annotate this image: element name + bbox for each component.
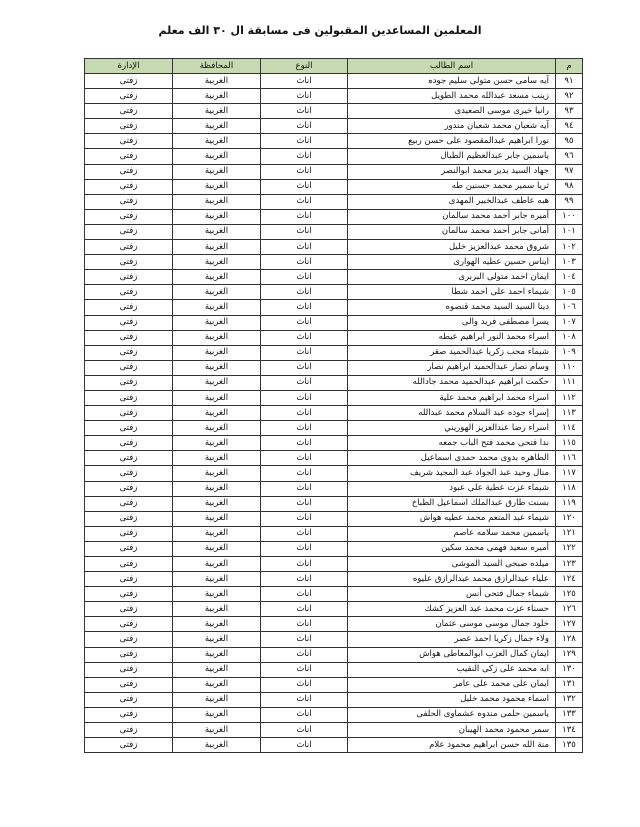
table-row (85, 617, 583, 632)
cell-gender: اناث (261, 74, 348, 89)
cell-number: ١٣٠ (556, 662, 583, 677)
cell-student-name: إسراء جوده عبد السلام محمد عبدالله (348, 406, 556, 421)
table-row (85, 209, 583, 224)
cell-gender: اناث (261, 692, 348, 707)
cell-number: ١٣١ (556, 677, 583, 692)
cell-governorate: الغربية (173, 134, 261, 149)
table-row (85, 285, 583, 300)
cell-gender: اناث (261, 451, 348, 466)
cell-governorate: الغربية (173, 602, 261, 617)
cell-student-name: ياسمين جابر عبدالعظيم الطبال (348, 149, 556, 164)
cell-governorate: الغربية (173, 285, 261, 300)
cell-gender: اناث (261, 496, 348, 511)
cell-governorate: الغربية (173, 89, 261, 104)
cell-number: ٩٥ (556, 134, 583, 149)
cell-governorate: الغربية (173, 587, 261, 602)
cell-governorate: الغربية (173, 119, 261, 134)
cell-student-name: ندا فتحى محمد فتح الباب جمعه (348, 436, 556, 451)
cell-gender: اناث (261, 738, 348, 753)
cell-student-name: خلود جمال موسى موسى عثمان (348, 617, 556, 632)
cell-administration: زفتى (85, 602, 173, 617)
cell-administration: زفتى (85, 557, 173, 572)
cell-governorate: الغربية (173, 360, 261, 375)
table-row (85, 738, 583, 753)
cell-governorate: الغربية (173, 496, 261, 511)
cell-governorate: الغربية (173, 330, 261, 345)
cell-number: ٩٦ (556, 149, 583, 164)
table-row (85, 602, 583, 617)
cell-gender: اناث (261, 179, 348, 194)
cell-number: ١١٧ (556, 466, 583, 481)
header-administration: الإدارة (85, 59, 173, 74)
cell-administration: زفتى (85, 89, 173, 104)
cell-number: ٩٤ (556, 119, 583, 134)
cell-number: ١١٨ (556, 481, 583, 496)
cell-number: ١٢٤ (556, 572, 583, 587)
cell-student-name: أميره سعيد فهمى محمد سكين (348, 541, 556, 556)
cell-governorate: الغربية (173, 662, 261, 677)
cell-governorate: الغربية (173, 194, 261, 209)
cell-governorate: الغربية (173, 436, 261, 451)
cell-administration: زفتى (85, 481, 173, 496)
table-row (85, 647, 583, 662)
cell-gender: اناث (261, 707, 348, 722)
cell-administration: زفتى (85, 134, 173, 149)
cell-administration: زفتى (85, 285, 173, 300)
table-row (85, 134, 583, 149)
cell-gender: اناث (261, 209, 348, 224)
cell-governorate: الغربية (173, 164, 261, 179)
table-body (85, 74, 583, 753)
table-row (85, 421, 583, 436)
cell-number: ١٢٩ (556, 647, 583, 662)
cell-number: ١٠٨ (556, 330, 583, 345)
cell-student-name: وسام نصار عبدالحميد ابراهيم نصار (348, 360, 556, 375)
cell-administration: زفتى (85, 466, 173, 481)
cell-number: ٩٨ (556, 179, 583, 194)
cell-governorate: الغربية (173, 209, 261, 224)
cell-student-name: ابه محمد على زكى النقيب (348, 662, 556, 677)
cell-administration: زفتى (85, 255, 173, 270)
cell-gender: اناث (261, 240, 348, 255)
cell-administration: زفتى (85, 194, 173, 209)
cell-number: ١٣٤ (556, 723, 583, 738)
table-row (85, 466, 583, 481)
cell-administration: زفتى (85, 345, 173, 360)
cell-number: ١٣٣ (556, 707, 583, 722)
cell-administration: زفتى (85, 390, 173, 405)
cell-governorate: الغربية (173, 707, 261, 722)
cell-gender: اناث (261, 632, 348, 647)
cell-student-name: يسرا مصطفى فريد والى (348, 315, 556, 330)
cell-number: ١٢٥ (556, 587, 583, 602)
cell-number: ١٠٤ (556, 270, 583, 285)
cell-gender: اناث (261, 587, 348, 602)
cell-number: ٩٢ (556, 89, 583, 104)
cell-administration: زفتى (85, 315, 173, 330)
cell-governorate: الغربية (173, 390, 261, 405)
cell-administration: زفتى (85, 587, 173, 602)
cell-administration: زفتى (85, 451, 173, 466)
cell-gender: اناث (261, 390, 348, 405)
table-row (85, 300, 583, 315)
cell-number: ١٠٠ (556, 209, 583, 224)
table-row (85, 677, 583, 692)
table-row (85, 179, 583, 194)
cell-number: ١٢٠ (556, 511, 583, 526)
table-row (85, 255, 583, 270)
cell-administration: زفتى (85, 496, 173, 511)
cell-governorate: الغربية (173, 255, 261, 270)
cell-number: ١٣٥ (556, 738, 583, 753)
cell-governorate: الغربية (173, 617, 261, 632)
header-governorate: المحافظة (173, 59, 261, 74)
cell-number: ٩٣ (556, 104, 583, 119)
cell-governorate: الغربية (173, 270, 261, 285)
table-row (85, 587, 583, 602)
cell-gender: اناث (261, 345, 348, 360)
cell-gender: اناث (261, 134, 348, 149)
cell-administration: زفتى (85, 436, 173, 451)
cell-administration: زفتى (85, 149, 173, 164)
cell-governorate: الغربية (173, 315, 261, 330)
cell-administration: زفتى (85, 270, 173, 285)
accepted-teachers-table (84, 58, 583, 753)
cell-student-name: شيماء جمال فتحى أنس (348, 587, 556, 602)
table-row (85, 390, 583, 405)
table-row (85, 360, 583, 375)
cell-student-name: ايمان احمد متولى البربرى (348, 270, 556, 285)
cell-student-name: ميلده صبحى السيد الموشى (348, 557, 556, 572)
cell-administration: زفتى (85, 179, 173, 194)
cell-governorate: الغربية (173, 677, 261, 692)
cell-governorate: الغربية (173, 104, 261, 119)
cell-administration: زفتى (85, 406, 173, 421)
table-row (85, 511, 583, 526)
cell-governorate: الغربية (173, 647, 261, 662)
cell-gender: اناث (261, 677, 348, 692)
table-row (85, 330, 583, 345)
cell-student-name: أمانى جابر أحمد محمد سالمان (348, 224, 556, 239)
cell-number: ١١٥ (556, 436, 583, 451)
cell-administration: زفتى (85, 330, 173, 345)
cell-gender: اناث (261, 723, 348, 738)
cell-governorate: الغربية (173, 345, 261, 360)
cell-gender: اناث (261, 315, 348, 330)
cell-gender: اناث (261, 164, 348, 179)
table-row (85, 89, 583, 104)
cell-number: ١١٩ (556, 496, 583, 511)
cell-administration: زفتى (85, 240, 173, 255)
cell-gender: اناث (261, 194, 348, 209)
table-row (85, 496, 583, 511)
cell-gender: اناث (261, 149, 348, 164)
cell-number: ١٠٦ (556, 300, 583, 315)
cell-administration: زفتى (85, 526, 173, 541)
cell-governorate: الغربية (173, 240, 261, 255)
cell-gender: اناث (261, 421, 348, 436)
cell-gender: اناث (261, 360, 348, 375)
cell-student-name: آيه شعبان محمد شعبان مندور (348, 119, 556, 134)
cell-number: ١٠٢ (556, 240, 583, 255)
cell-gender: اناث (261, 617, 348, 632)
cell-administration: زفتى (85, 209, 173, 224)
cell-governorate: الغربية (173, 466, 261, 481)
cell-administration: زفتى (85, 74, 173, 89)
table-row (85, 270, 583, 285)
cell-student-name: شيماء احمد على احمد شطا (348, 285, 556, 300)
cell-administration: زفتى (85, 632, 173, 647)
cell-gender: اناث (261, 406, 348, 421)
cell-administration: زفتى (85, 119, 173, 134)
cell-number: ١٠١ (556, 224, 583, 239)
cell-administration: زفتى (85, 511, 173, 526)
table-row (85, 436, 583, 451)
table-row (85, 104, 583, 119)
table-row (85, 541, 583, 556)
cell-administration: زفتى (85, 723, 173, 738)
cell-student-name: ياسمين محمد سلامه عاصم (348, 526, 556, 541)
table-row (85, 74, 583, 89)
cell-governorate: الغربية (173, 738, 261, 753)
cell-number: ١١٢ (556, 390, 583, 405)
cell-student-name: رانيا خيرى موسى الصعيدى (348, 104, 556, 119)
cell-administration: زفتى (85, 300, 173, 315)
cell-student-name: منة الله حسن ابراهيم محمود علام (348, 738, 556, 753)
cell-administration: زفتى (85, 164, 173, 179)
cell-student-name: نورا ابراهيم عبدالمقصود على حسن ربيع (348, 134, 556, 149)
cell-student-name: دينا السيد السيد محمد قنصوه (348, 300, 556, 315)
cell-number: ١١٣ (556, 406, 583, 421)
cell-student-name: أميره جابر أحمد محمد سالمان (348, 209, 556, 224)
table-row (85, 240, 583, 255)
table-row (85, 572, 583, 587)
cell-number: ١٠٣ (556, 255, 583, 270)
cell-gender: اناث (261, 557, 348, 572)
cell-governorate: الغربية (173, 557, 261, 572)
cell-administration: زفتى (85, 360, 173, 375)
cell-number: ٩٩ (556, 194, 583, 209)
table-row (85, 662, 583, 677)
cell-administration: زفتى (85, 707, 173, 722)
cell-governorate: الغربية (173, 692, 261, 707)
header-student-name: اسم الطالب (348, 59, 556, 74)
cell-governorate: الغربية (173, 224, 261, 239)
cell-administration: زفتى (85, 572, 173, 587)
table-header-row (85, 59, 583, 74)
cell-student-name: ايمان كمال العزب ابوالمعاطى هواش (348, 647, 556, 662)
cell-student-name: الطاهره بدوى محمد حمدى اسماعيل (348, 451, 556, 466)
table-row (85, 692, 583, 707)
cell-governorate: الغربية (173, 572, 261, 587)
cell-student-name: ايناس حسين عطيه الهوارى (348, 255, 556, 270)
cell-student-name: ياسمين حلمى مندوه عشماوى الحلفى (348, 707, 556, 722)
cell-student-name: ثريا سمير محمد حسنين طه (348, 179, 556, 194)
cell-number: ١٢٧ (556, 617, 583, 632)
cell-administration: زفتى (85, 692, 173, 707)
cell-governorate: الغربية (173, 74, 261, 89)
cell-gender: اناث (261, 541, 348, 556)
cell-administration: زفتى (85, 375, 173, 390)
cell-number: ١٢٢ (556, 541, 583, 556)
cell-number: ٩١ (556, 74, 583, 89)
cell-governorate: الغربية (173, 511, 261, 526)
cell-governorate: الغربية (173, 632, 261, 647)
cell-gender: اناث (261, 572, 348, 587)
table-row (85, 557, 583, 572)
cell-governorate: الغربية (173, 149, 261, 164)
cell-number: ١١٠ (556, 360, 583, 375)
cell-number: ١٢١ (556, 526, 583, 541)
cell-student-name: اسراء محمد النور ابراهيم عبطه (348, 330, 556, 345)
cell-governorate: الغربية (173, 526, 261, 541)
cell-gender: اناث (261, 436, 348, 451)
cell-student-name: بسنت طارق عبدالملك اسماعيل الطباخ (348, 496, 556, 511)
cell-student-name: شيماء محب زكريا عبدالحميد صقر (348, 345, 556, 360)
cell-student-name: زينب مسعد عبدالله محمد الطويل (348, 89, 556, 104)
cell-number: ١٠٥ (556, 285, 583, 300)
cell-gender: اناث (261, 285, 348, 300)
cell-student-name: اسماء محمود محمد خليل (348, 692, 556, 707)
cell-gender: اناث (261, 662, 348, 677)
cell-student-name: شيماء عزت عطية على عبود (348, 481, 556, 496)
cell-governorate: الغربية (173, 421, 261, 436)
cell-number: ٩٧ (556, 164, 583, 179)
cell-student-name: علياء عبدالرازق محمد عبدالرازق عليوه (348, 572, 556, 587)
cell-student-name: حكمت ابراهيم عبدالحميد محمد جادالله (348, 375, 556, 390)
header-number: م (556, 59, 583, 74)
cell-governorate: الغربية (173, 300, 261, 315)
cell-administration: زفتى (85, 662, 173, 677)
cell-student-name: ولاء جمال زكريا احمد عصر (348, 632, 556, 647)
cell-student-name: حسناء عزت محمد عبد العزيز كشك (348, 602, 556, 617)
cell-student-name: اسراء محمد ابراهيم محمد علية (348, 390, 556, 405)
cell-student-name: منال وحيد عبد الجواد عبد المجيد شريف (348, 466, 556, 481)
cell-governorate: الغربية (173, 179, 261, 194)
cell-governorate: الغربية (173, 406, 261, 421)
cell-gender: اناث (261, 602, 348, 617)
cell-gender: اناث (261, 119, 348, 134)
table-row (85, 481, 583, 496)
cell-administration: زفتى (85, 224, 173, 239)
cell-student-name: شروق محمد عبدالعزيز خليل (348, 240, 556, 255)
table-row (85, 632, 583, 647)
cell-number: ١٢٣ (556, 557, 583, 572)
cell-governorate: الغربية (173, 481, 261, 496)
cell-student-name: آيه سامى حسن متولى سليم جوده (348, 74, 556, 89)
table-row (85, 526, 583, 541)
cell-administration: زفتى (85, 738, 173, 753)
table-row (85, 315, 583, 330)
page-title: المعلمين المساعدين المقبولين فى مسابقة ال ٣٠ الف معلم (158, 24, 482, 37)
table-row (85, 224, 583, 239)
table-row (85, 345, 583, 360)
table-row (85, 451, 583, 466)
cell-number: ١٠٩ (556, 345, 583, 360)
cell-administration: زفتى (85, 647, 173, 662)
cell-administration: زفتى (85, 617, 173, 632)
cell-number: ١٢٦ (556, 602, 583, 617)
cell-number: ١٠٧ (556, 315, 583, 330)
cell-gender: اناث (261, 330, 348, 345)
cell-student-name: جهاد السيد بدير محمد ابوالنصر (348, 164, 556, 179)
cell-gender: اناث (261, 255, 348, 270)
cell-gender: اناث (261, 526, 348, 541)
cell-gender: اناث (261, 300, 348, 315)
cell-governorate: الغربية (173, 541, 261, 556)
table-row (85, 194, 583, 209)
cell-student-name: هبه عاطف عبدالخبير المهدى (348, 194, 556, 209)
table-row (85, 149, 583, 164)
cell-governorate: الغربية (173, 723, 261, 738)
cell-administration: زفتى (85, 677, 173, 692)
cell-gender: اناث (261, 104, 348, 119)
cell-student-name: اسراء رضا عبدالعزيز الهوريني (348, 421, 556, 436)
table-row (85, 164, 583, 179)
cell-number: ١١٤ (556, 421, 583, 436)
cell-gender: اناث (261, 270, 348, 285)
cell-gender: اناث (261, 511, 348, 526)
cell-student-name: ايمان على محمد على عامر (348, 677, 556, 692)
table-row (85, 723, 583, 738)
cell-administration: زفتى (85, 104, 173, 119)
cell-governorate: الغربية (173, 451, 261, 466)
cell-number: ١١٦ (556, 451, 583, 466)
cell-gender: اناث (261, 481, 348, 496)
header-gender: النوع (261, 59, 348, 74)
cell-student-name: سمر محمود محمد الهيبان (348, 723, 556, 738)
table-row (85, 119, 583, 134)
cell-number: ١٢٨ (556, 632, 583, 647)
cell-number: ١٣٢ (556, 692, 583, 707)
cell-administration: زفتى (85, 541, 173, 556)
table-row (85, 375, 583, 390)
cell-governorate: الغربية (173, 375, 261, 390)
cell-gender: اناث (261, 466, 348, 481)
table-row (85, 406, 583, 421)
cell-student-name: شيماء عبد المنعم محمد عطيه هواش (348, 511, 556, 526)
cell-number: ١١١ (556, 375, 583, 390)
cell-administration: زفتى (85, 421, 173, 436)
cell-gender: اناث (261, 89, 348, 104)
table-row (85, 707, 583, 722)
cell-gender: اناث (261, 647, 348, 662)
cell-gender: اناث (261, 224, 348, 239)
cell-gender: اناث (261, 375, 348, 390)
